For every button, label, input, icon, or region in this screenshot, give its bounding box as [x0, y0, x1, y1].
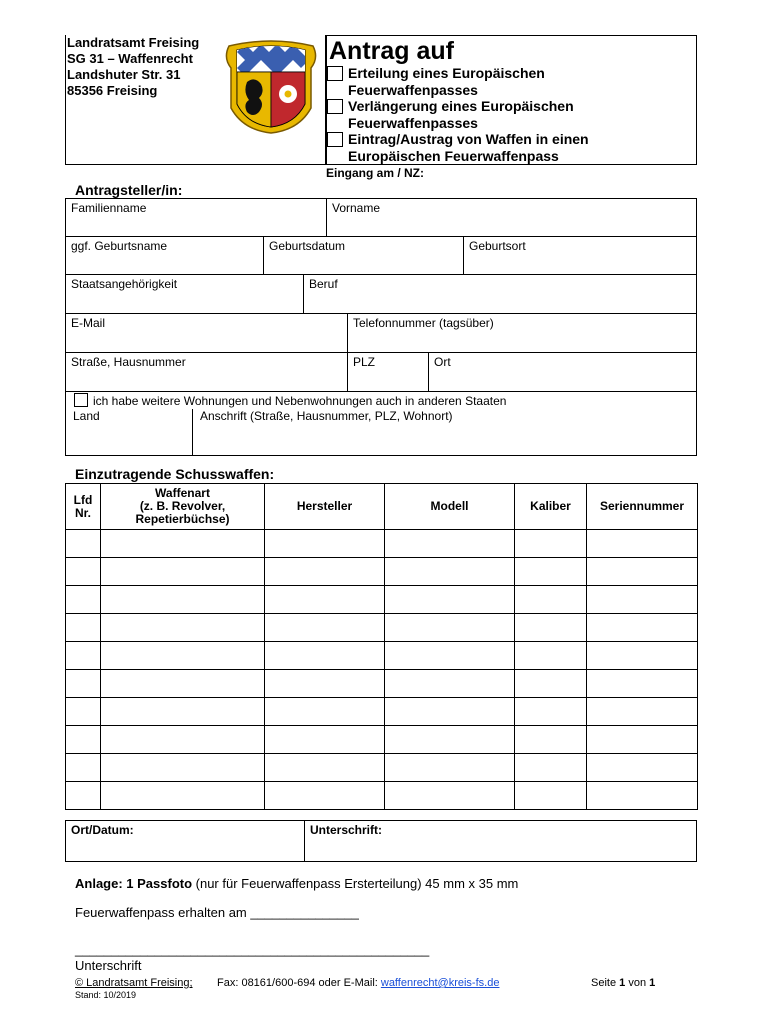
table-cell[interactable]	[587, 698, 698, 726]
table-cell[interactable]	[515, 782, 587, 810]
table-cell[interactable]	[101, 754, 265, 782]
table-cell[interactable]	[385, 782, 515, 810]
familienname-field[interactable]	[65, 198, 327, 237]
table-cell[interactable]	[515, 670, 587, 698]
col-waffenart	[101, 484, 265, 530]
page-total: 1	[649, 977, 656, 989]
table-row	[66, 754, 698, 782]
verlaengerung-checkbox[interactable]	[327, 99, 343, 114]
table-row	[66, 698, 698, 726]
vorname-field[interactable]	[326, 198, 697, 237]
ort-field[interactable]	[428, 352, 697, 392]
table-cell[interactable]	[66, 782, 101, 810]
weapons-section-title: Einzutragende Schusswaffen:	[75, 466, 275, 482]
table-cell[interactable]	[101, 586, 265, 614]
table-cell[interactable]	[66, 754, 101, 782]
table-row	[66, 558, 698, 586]
plz-field[interactable]	[347, 352, 429, 392]
application-type-box	[326, 35, 697, 165]
option-text: Feuerwaffenpasses	[348, 115, 478, 131]
anlage-bold: Anlage: 1 Passfoto	[75, 876, 193, 891]
table-row	[66, 642, 698, 670]
address-line: SG 31 – Waffenrecht	[67, 51, 193, 66]
table-cell[interactable]	[385, 670, 515, 698]
table-cell[interactable]	[265, 782, 385, 810]
field-label: PLZ	[353, 355, 376, 369]
header-text: (z. B. Revolver,	[139, 499, 226, 513]
table-cell[interactable]	[66, 614, 101, 642]
table-cell[interactable]	[385, 698, 515, 726]
applicant-section-title: Antragsteller/in:	[75, 182, 183, 198]
table-cell[interactable]	[385, 726, 515, 754]
table-cell[interactable]	[515, 614, 587, 642]
header-text: Repetierbüchse)	[135, 512, 230, 526]
field-label: Geburtsort	[469, 239, 526, 253]
option-text: Verlängerung eines Europäischen	[348, 98, 574, 114]
staatsangehoerigkeit-field[interactable]	[65, 274, 304, 314]
table-cell[interactable]	[66, 670, 101, 698]
table-row	[66, 782, 698, 810]
table-row	[66, 530, 698, 558]
land-label: Land	[73, 409, 100, 423]
field-label: Geburtsdatum	[269, 239, 346, 253]
table-cell[interactable]	[265, 726, 385, 754]
field-label: Telefonnummer (tagsüber)	[353, 316, 494, 330]
page-text: Seite	[591, 977, 620, 989]
table-cell[interactable]	[515, 642, 587, 670]
address-line: Landratsamt Freising	[67, 35, 200, 50]
eingang-label: Eingang am / NZ:	[326, 166, 425, 180]
page-current: 1	[619, 977, 626, 989]
weitere-wohnungen-label: ich habe weitere Wohnungen und Nebenwohnungen auch in anderen Staaten	[93, 394, 507, 408]
beruf-field[interactable]	[303, 274, 697, 314]
table-cell[interactable]	[265, 558, 385, 586]
signature-line: _________________________________________________	[75, 942, 430, 957]
col-seriennummer: Seriennummer	[587, 484, 698, 530]
email-field[interactable]	[65, 313, 348, 353]
geburtsdatum-field[interactable]	[263, 236, 464, 275]
field-label: Unterschrift:	[310, 823, 383, 837]
table-cell[interactable]	[587, 586, 698, 614]
col-hersteller: Hersteller	[265, 484, 385, 530]
table-cell[interactable]	[101, 530, 265, 558]
erhalten-line: Feuerwaffenpass erhalten am _______________	[75, 905, 359, 920]
footer-contact	[217, 977, 499, 989]
email-link[interactable]: waffenrecht@kreis-fs.de	[380, 977, 500, 989]
address-line: Landshuter Str. 31	[67, 67, 181, 82]
field-label: Beruf	[309, 277, 338, 291]
table-cell[interactable]	[385, 754, 515, 782]
weapons-table	[65, 483, 698, 810]
table-cell[interactable]	[515, 530, 587, 558]
table-cell[interactable]	[101, 642, 265, 670]
table-cell[interactable]	[265, 698, 385, 726]
option-text: Feuerwaffenpasses	[348, 82, 478, 98]
option-text: Eintrag/Austrag von Waffen in einen	[348, 131, 589, 147]
table-cell[interactable]	[385, 642, 515, 670]
table-cell[interactable]	[587, 642, 698, 670]
footer-stand: Stand: 10/2019	[75, 990, 137, 1000]
coat-of-arms-logo	[219, 38, 323, 134]
table-cell[interactable]	[66, 586, 101, 614]
contact-prefix: Fax: 08161/600-694 oder E-Mail:	[217, 977, 381, 989]
table-cell[interactable]	[515, 754, 587, 782]
table-cell[interactable]	[66, 530, 101, 558]
table-row	[66, 586, 698, 614]
authority-address	[67, 35, 199, 99]
table-row	[66, 670, 698, 698]
table-cell[interactable]	[587, 726, 698, 754]
table-cell[interactable]	[515, 586, 587, 614]
table-cell[interactable]	[265, 754, 385, 782]
table-cell[interactable]	[101, 614, 265, 642]
table-cell[interactable]	[587, 670, 698, 698]
table-cell[interactable]	[66, 698, 101, 726]
field-label: Familienname	[71, 201, 147, 215]
col-modell: Modell	[385, 484, 515, 530]
page-text: von	[625, 977, 650, 989]
weitere-wohnungen-checkbox[interactable]	[74, 393, 88, 407]
table-cell[interactable]	[587, 782, 698, 810]
geburtsort-field[interactable]	[463, 236, 697, 275]
header-text: Nr.	[74, 505, 91, 520]
field-label: E-Mail	[71, 316, 106, 330]
table-cell[interactable]	[587, 558, 698, 586]
col-kaliber: Kaliber	[515, 484, 587, 530]
option-text: Erteilung eines Europäischen	[348, 65, 545, 81]
geburtsname-field[interactable]	[65, 236, 264, 275]
table-cell[interactable]	[515, 558, 587, 586]
table-cell[interactable]	[66, 642, 101, 670]
unterschrift-caption: Unterschrift	[75, 958, 142, 973]
telefon-field[interactable]	[347, 313, 697, 353]
table-row	[66, 726, 698, 754]
address-line: 85356 Freising	[67, 83, 158, 98]
anlage-line	[75, 876, 518, 891]
table-cell[interactable]	[101, 726, 265, 754]
footer-copyright: © Landratsamt Freising;	[75, 977, 193, 989]
field-label: ggf. Geburtsname	[71, 239, 168, 253]
table-cell[interactable]	[101, 698, 265, 726]
table-cell[interactable]	[101, 670, 265, 698]
field-label: Straße, Hausnummer	[71, 355, 186, 369]
table-cell[interactable]	[265, 586, 385, 614]
table-row	[66, 614, 698, 642]
ort-datum-field[interactable]	[65, 820, 305, 862]
page-number	[591, 977, 655, 989]
strasse-field[interactable]	[65, 352, 348, 392]
table-cell[interactable]	[385, 586, 515, 614]
unterschrift-field[interactable]	[304, 820, 697, 862]
anlage-rest: (nur für Feuerwaffenpass Ersterteilung) 45 mm x 35 mm	[192, 876, 519, 891]
table-cell[interactable]	[265, 670, 385, 698]
table-cell[interactable]	[265, 530, 385, 558]
table-cell[interactable]	[66, 726, 101, 754]
table-cell[interactable]	[101, 782, 265, 810]
table-cell[interactable]	[265, 614, 385, 642]
weitere-wohnungen-box	[65, 391, 697, 456]
table-cell[interactable]	[101, 558, 265, 586]
eintrag-checkbox[interactable]	[327, 132, 343, 147]
divider	[192, 409, 193, 456]
table-cell[interactable]	[385, 530, 515, 558]
form-title: Antrag auf	[329, 37, 454, 65]
header-text: Waffenart	[155, 486, 210, 500]
field-label: Staatsangehörigkeit	[71, 277, 178, 291]
field-label: Ort	[434, 355, 451, 369]
table-cell[interactable]	[515, 698, 587, 726]
table-header-row	[66, 484, 698, 530]
table-cell[interactable]	[385, 558, 515, 586]
table-cell[interactable]	[385, 614, 515, 642]
header-text: Lfd	[73, 492, 93, 507]
authority-box	[65, 35, 326, 165]
table-cell[interactable]	[587, 614, 698, 642]
table-cell[interactable]	[515, 726, 587, 754]
option-text: Europäischen Feuerwaffenpass	[348, 148, 559, 164]
table-cell[interactable]	[265, 642, 385, 670]
field-label: Ort/Datum:	[71, 823, 134, 837]
field-label: Vorname	[332, 201, 381, 215]
table-cell[interactable]	[587, 530, 698, 558]
erteilung-checkbox[interactable]	[327, 66, 343, 81]
anschrift-label: Anschrift (Straße, Hausnummer, PLZ, Wohnort)	[200, 409, 453, 423]
table-cell[interactable]	[587, 754, 698, 782]
col-lfd-nr	[66, 484, 101, 530]
table-cell[interactable]	[66, 558, 101, 586]
